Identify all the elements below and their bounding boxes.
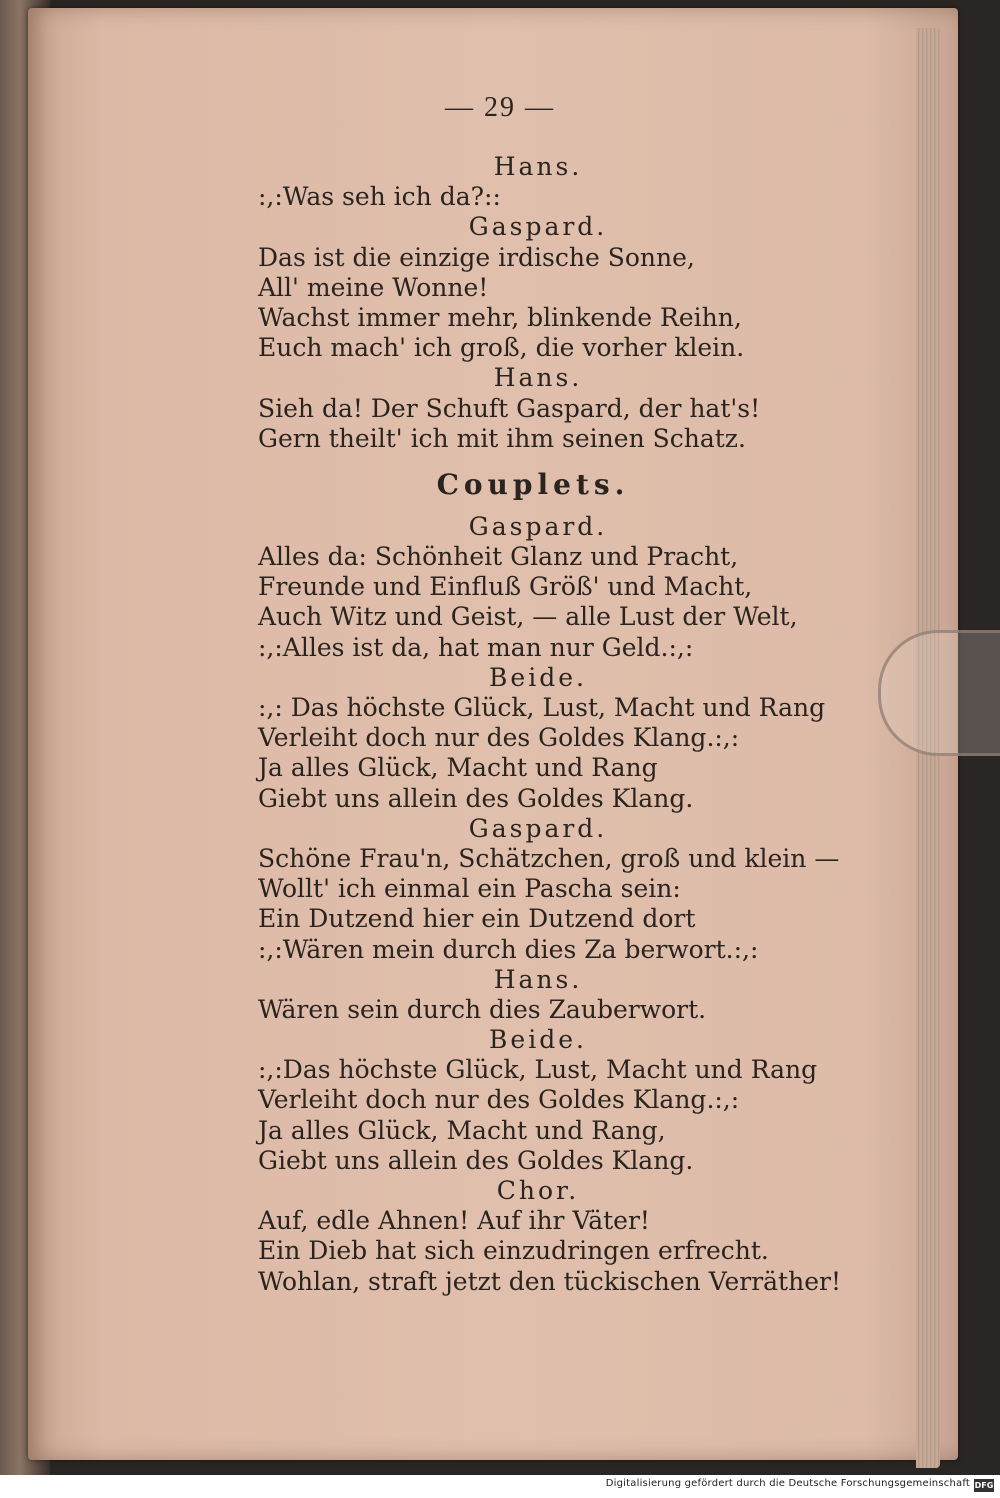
speaker-name: Gaspard. xyxy=(468,813,608,843)
verse-line: Gern theilt' ich mit ihm seinen Schatz. xyxy=(258,423,746,453)
verse-line: Giebt uns allein des Goldes Klang. xyxy=(258,783,694,813)
verse-line: :,:Was seh ich da?:: xyxy=(258,182,501,212)
speaker-name: Chor. xyxy=(496,1176,580,1205)
speaker-name: Beide. xyxy=(489,1025,587,1055)
speaker-name: Gaspard. xyxy=(468,511,608,541)
verse-line: Ja alles Glück, Macht und Rang xyxy=(258,753,658,783)
verse-line: Ein Dieb hat sich einzudringen erfrecht. xyxy=(258,1236,769,1266)
text-block xyxy=(258,152,878,1297)
verse-line: Ja alles Glück, Macht und Rang, xyxy=(258,1115,666,1145)
speaker-name: Beide. xyxy=(489,662,587,692)
verse-line: :,:Alles ist da, hat man nur Geld.:,: xyxy=(258,632,694,662)
funding-credit: Digitalisierung gefördert durch die Deutsche Forschungsgemeinschaft xyxy=(605,1478,970,1489)
verse-line: Verleiht doch nur des Goldes Klang.:,: xyxy=(258,1085,740,1115)
verse-line: Wollt' ich einmal ein Pascha sein: xyxy=(258,874,681,904)
speaker-name: Hans. xyxy=(493,964,583,994)
verse-line: Auf, edle Ahnen! Auf ihr Väter! xyxy=(258,1206,650,1236)
verse-line: :,:Wären mein durch dies Za berwort.:,: xyxy=(258,934,759,964)
verse-line: Wohlan, straft jetzt den tückischen Verräther! xyxy=(258,1266,841,1296)
speaker-name: Hans. xyxy=(493,363,583,393)
verse-line: Ein Dutzend hier ein Dutzend dort xyxy=(258,904,696,934)
verse-line: Das ist die einzige irdische Sonne, xyxy=(258,242,695,272)
verse-line: Euch mach' ich groß, die vorher klein. xyxy=(258,333,745,363)
page-clip xyxy=(878,630,1000,756)
verse-line: Wachst immer mehr, blinkende Reihn, xyxy=(258,302,742,332)
speaker-name: Hans. xyxy=(493,152,583,181)
verse-line: Wären sein durch dies Zauberwort. xyxy=(258,994,707,1024)
verse-line: Auch Witz und Geist, — alle Lust der Welt, xyxy=(258,602,798,632)
section-heading: Couplets. xyxy=(436,467,630,501)
verse-line: Sieh da! Der Schuft Gaspard, der hat's! xyxy=(258,393,761,423)
speaker-name: Gaspard. xyxy=(468,212,608,242)
verse-line: Alles da: Schönheit Glanz und Pracht, xyxy=(258,542,739,572)
verse-line: Freunde und Einfluß Größ' und Macht, xyxy=(258,572,753,602)
verse-line: All' meine Wonne! xyxy=(258,272,489,302)
verse-line: Giebt uns allein des Goldes Klang. xyxy=(258,1145,694,1175)
verse-line: Verleiht doch nur des Goldes Klang.:,: xyxy=(258,723,740,753)
verse-line: :,: Das höchste Glück, Lust, Macht und Rang xyxy=(258,693,826,722)
verse-line: Schöne Frau'n, Schätzchen, groß und klein — xyxy=(258,843,840,873)
verse-line: :,:Das höchste Glück, Lust, Macht und Rang xyxy=(258,1055,818,1085)
dfg-logo: DFG xyxy=(974,1481,994,1490)
page-number: — 29 — xyxy=(445,92,555,123)
